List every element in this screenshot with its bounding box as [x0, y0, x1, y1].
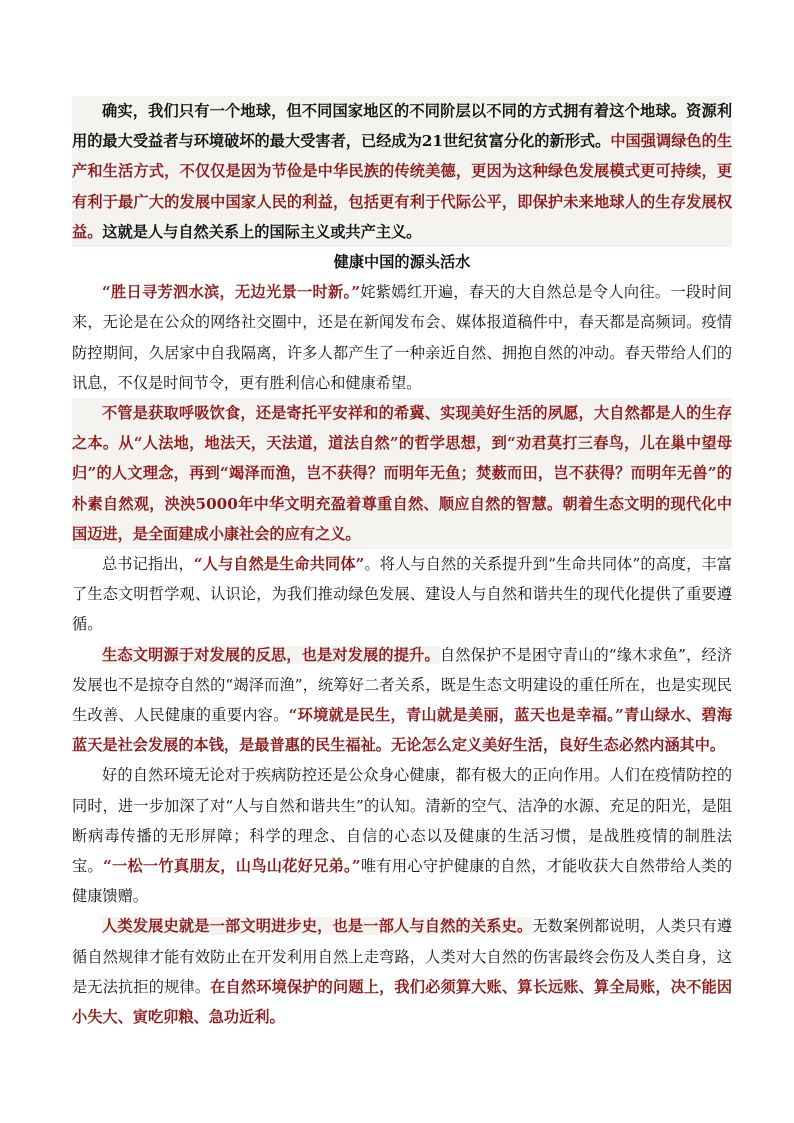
poem-quote: “胜日寻芳泗水滨，无边光景一时新。”: [102, 283, 361, 302]
paragraph-nature: [72, 398, 732, 549]
intro-end: 这就是人与自然关系上的国际主义或共产主义。: [102, 222, 422, 241]
paragraph-health: [72, 760, 732, 911]
history-highlight-2: 在自然环境保护的问题上，我们必须算大账、算长远账、算全局账，决不能因小失大、寅吃卯粮、急功近利。: [72, 977, 733, 1027]
health-quote: “一松一竹真朋友，山鸟山花好兄弟。”: [102, 857, 361, 876]
history-highlight-1: 人类发展史就是一部文明进步史，也是一部人与自然的关系史。: [102, 917, 533, 936]
paragraph-community: [72, 549, 732, 640]
health-text: 好的自然环境无论对于疾病防控还是公众身心健康，都有极大的正向作用。人们在疫情防控的同时，进一步加深了对“人与自然和谐共生”的认知。清新的空气、洁净的水源、充足的阳光，是阻断病毒传播的无形屏障；科学的理念、自信的心态以及健康的生活习惯，是战胜疫情的制胜法宝。: [72, 766, 732, 876]
community-text-b: 。将人与自然的关系提升到“生命共同体”的高度，丰富了生态文明哲学观、认识论，为我们推动绿色发展、建设人与自然和谐共生的现代化提供了重要遵循。: [72, 555, 732, 634]
intro-highlight: 中国强调绿色的生产和生活方式，不仅仅是因为节俭是中华民族的传统美德，更因为这种绿色发展模式更可持续，更有利于最广大的发展中国家人民的利益，包括更有利于代际公平，即保护未来地球人的生存发展权益。: [72, 132, 733, 241]
community-text-a: 总书记指出，: [102, 555, 194, 574]
nature-highlight: 不管是获取呼吸饮食，还是寄托平安祥和的希冀、实现美好生活的夙愿，大自然都是人的生存之本。从“人法地，地法天，天法道，道法自然”的哲学思想，到“劝君莫打三春鸟，儿在巢中望母归”的人文理念，再到“竭泽而渔，岂不获得？而明年无鱼；焚薮而田，岂不获得？而明年无兽”的朴素自然观，泱泱5000年中华文明充盈着尊重自然、顺应自然的智慧。朝着生态文明的现代化中国迈进，是全面建成小康社会的应有之义。: [72, 404, 732, 543]
history-text: 无数案例都说明，人类只有遵循自然规律才能有效防止在开发利用自然上走弯路，人类对大自然的伤害最终会伤及人类自身，这是无法抗拒的规律。: [72, 917, 733, 996]
paragraph-ecology: [72, 640, 732, 761]
paragraph-spring: [72, 277, 732, 398]
health-end: 唯有用心守护健康的自然，才能收获大自然带给人类的健康馈赠。: [72, 857, 733, 906]
spring-text: 姹紫嫣红开遍，春天的大自然总是令人向往。一段时间来，无论是在公众的网络社交圈中，还是在新闻发布会、媒体报道稿件中，春天都是高频词。疫情防控期间，久居家中自我隔离，许多人都产生了一种亲近自然、拥抱自然的冲动。春天带给人们的讯息，不仅是时间节令，更有胜利信心和健康希望。: [72, 283, 732, 392]
ecology-highlight-1: 生态文明源于对发展的反思，也是对发展的提升。: [102, 645, 440, 664]
section-heading: 健康中国的源头活水: [333, 253, 471, 272]
document-page: [72, 96, 732, 1032]
paragraph-intro: [72, 96, 732, 247]
paragraph-history: [72, 911, 732, 1032]
intro-text: 确实，我们只有一个地球，但不同国家地区的不同阶层以不同的方式拥有着这个地球。资源利用的最大受益者与环境破坏的最大受害者，已经成为21世纪贫富分化的新形式。: [72, 102, 732, 151]
ecology-highlight-2: “环境就是民生，青山就是美丽，蓝天也是幸福。”青山绿水、碧海蓝天是社会发展的本钱，是最普惠的民生福祉。无论怎么定义美好生活，良好生态必然内涵其中。: [72, 706, 733, 755]
ecology-text: 自然保护不是困守青山的“缘木求鱼”，经济发展也不是掠夺自然的“竭泽而渔”，统筹好二者关系，既是生态文明建设的重任所在，也是实现民生改善、人民健康的重要内容。: [72, 645, 733, 725]
community-quote: “人与自然是生命共同体”: [193, 555, 365, 574]
